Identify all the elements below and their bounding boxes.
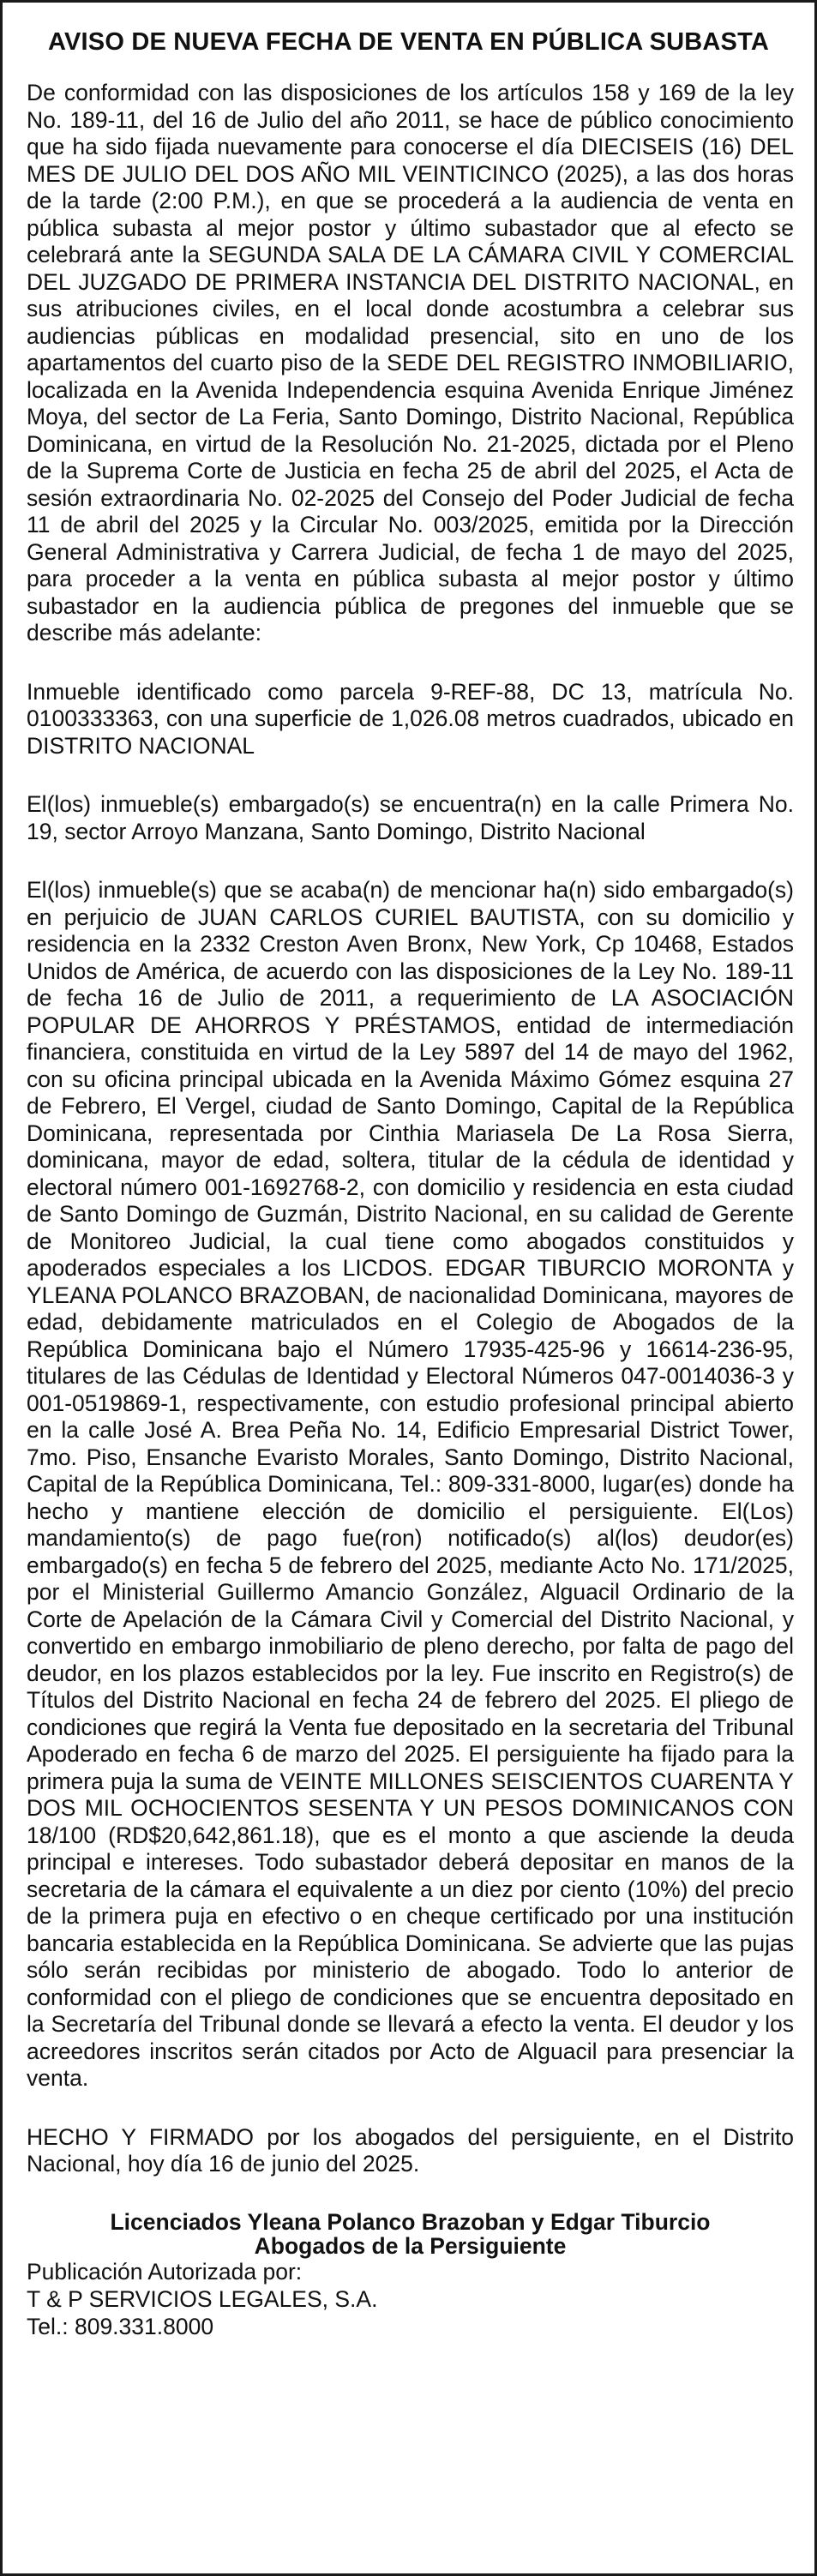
notice-paragraph-hearing: De conformidad con las disposiciones de los artículos 158 y 169 de la ley No. 189-11, del 16 de Julio del año 2011, se hace de público conocimiento que ha sido fijada nuevamente para conocerse el día DIECISEIS (16) DEL MES DE JULIO DEL DOS AÑO MIL VEINTICINCO (2025), a las dos horas de la tarde (2:00 P.M.), en que se procederá a la audiencia de venta en pública subasta al mejor postor y último subastador que al efecto se celebrará ante la SEGUNDA SALA DE LA CÁMARA CIVIL Y COMERCIAL DEL JUZGADO DE PRIMERA INSTANCIA DEL DISTRITO NACIONAL, en sus atribuciones civiles, en el local donde acostumbra a celebrar sus audiencias públicas en modalidad presencial, sito en uno de los apartamentos del cuarto piso de la SEDE DEL REGISTRO INMOBILIARIO, localizada en la Avenida Independencia esquina Avenida Enrique Jiménez Moya, del sector de La Feria, Santo Domingo, Distrito Nacional, República Dominicana, en virtud de la Resolución No. 21-2025, dictada por el Pleno de la Suprema Corte de Justicia en fecha 25 de abril del 2025, el Acta de sesión extraordinaria No. 02-2025 del Consejo del Poder Judicial de fecha 11 de abril del 2025 y la Circular No. 003/2025, emitida por la Dirección General Administrativa y Carrera Judicial, de fecha 1 de mayo del 2025, para proceder a la venta en pública subasta al mejor postor y último subastador en la audiencia pública de pregones del inmueble que se describe más adelante: <box>27 80 794 646</box>
signers-role: Abogados de la Persiguiente <box>254 2232 567 2259</box>
publication-label: Publicación Autorizada por: <box>27 2258 303 2285</box>
signers-names: Licenciados Yleana Polanco Brazoban y Edgar Tiburcio <box>110 2208 711 2235</box>
notice-body <box>3 57 814 2340</box>
notice-paragraph-details: El(los) inmueble(s) que se acaba(n) de mencionar ha(n) sido embargado(s) en perjuicio de JUAN CARLOS CURIEL BAUTISTA, con su domicilio y residencia en la 2332 Creston Aven Bronx, New York, Cp 10468, Estados Unidos de América, de acuerdo con las disposiciones de la Ley No. 189-11 de fecha 16 de Julio de 2011, a requerimiento de LA ASOCIACIÓN POPULAR DE AHORROS Y PRÉSTAMOS, entidad de intermediación financiera, constituida en virtud de la Ley 5897 del 14 de mayo del 1962, con su oficina principal ubicada en la Avenida Máximo Gómez esquina 27 de Febrero, El Vergel, ciudad de Santo Domingo, Capital de la República Dominicana, representada por Cinthia Mariasela De La Rosa Sierra, dominicana, mayor de edad, soltera, titular de la cédula de identidad y electoral número 001-1692768-2, con domicilio y residencia en esta ciudad de Santo Domingo de Guzmán, Distrito Nacional, en su calidad de Gerente de Monitoreo Judicial, la cual tiene como abogados constituidos y apoderados especiales a los LICDOS. EDGAR TIBURCIO MORONTA y YLEANA POLANCO BRAZOBAN, de nacionalidad Dominicana, mayores de edad, debidamente matriculados en el Colegio de Abogados de la República Dominicana bajo el Número 17935-425-96 y 16614-236-95, titulares de las Cédulas de Identidad y Electoral Números 047-0014036-3 y 001-0519869-1, respectivamente, con estudio profesional principal abierto en la calle José A. Brea Peña No. 14, Edificio Empresarial District Tower, 7mo. Piso, Ensanche Evaristo Morales, Santo Domingo, Distrito Nacional, Capital de la República Dominicana, Tel.: 809-331-8000, lugar(es) donde ha hecho y mantiene elección de domicilio el persiguiente. El(Los) mandamiento(s) de pago fue(ron) notificado(s) al(los) deudor(es) embargado(s) en fecha 5 de febrero del 2025, mediante Acto No. 171/2025, por el Ministerial Guillermo Amancio González, Alguacil Ordinario de la Corte de Apelación de la Cámara Civil y Comercial del Distrito Nacional, y convertido en embargo inmobiliario de pleno derecho, por falta de pago del deudor, en los plazos establecidos por la ley. Fue inscrito en Registro(s) de Títulos del Distrito Nacional en fecha 24 de febrero del 2025. El pliego de condiciones que regirá la Venta fue depositado en la secretaria del Tribunal Apoderado en fecha 6 de marzo del 2025. El persiguiente ha fijado para la primera puja la suma de VEINTE MILLONES SEISCIENTOS CUARENTA Y DOS MIL OCHOCIENTOS SESENTA Y UN PESOS DOMINICANOS CON 18/100 (RD$20,642,861.18), que es el monto a que asciende la deuda principal e intereses. Todo subastador deberá depositar en manos de la secretaria de la cámara el equivalente a un diez por ciento (10%) del precio de la primera puja en efectivo o en cheque certificado por una institución bancaria establecida en la República Dominicana. Se advierte que las pujas sólo serán recibidas por ministerio de abogado. Todo lo anterior de conformidad con el pliego de condiciones que se encuentra depositado en la Secretaría del Tribunal donde se llevará a efecto la venta. El deudor y los acreedores inscritos serán citados por Acto de Alguacil para presenciar la venta. <box>27 877 794 2091</box>
publication-company: T & P SERVICIOS LEGALES, S.A. <box>27 2285 378 2312</box>
notice-paragraph-signed: HECHO Y FIRMADO por los abogados del persiguiente, en el Distrito Nacional, hoy día 16 de junio del 2025. <box>27 2123 794 2177</box>
notice-paragraph-property: Inmueble identificado como parcela 9-REF-88, DC 13, matrícula No. 0100333363, con una superficie de 1,026.08 metros cuadrados, ubicado en DISTRITO NACIONAL <box>27 678 794 759</box>
notice-title: AVISO DE NUEVA FECHA DE VENTA EN PÚBLICA SUBASTA <box>48 28 769 56</box>
publication-phone: Tel.: 809.331.8000 <box>27 2313 214 2339</box>
notice-paragraph-location: El(los) inmueble(s) embargado(s) se encuentra(n) en la calle Primera No. 19, sector Arroyo Manzana, Santo Domingo, Distrito Nacional <box>27 791 794 844</box>
